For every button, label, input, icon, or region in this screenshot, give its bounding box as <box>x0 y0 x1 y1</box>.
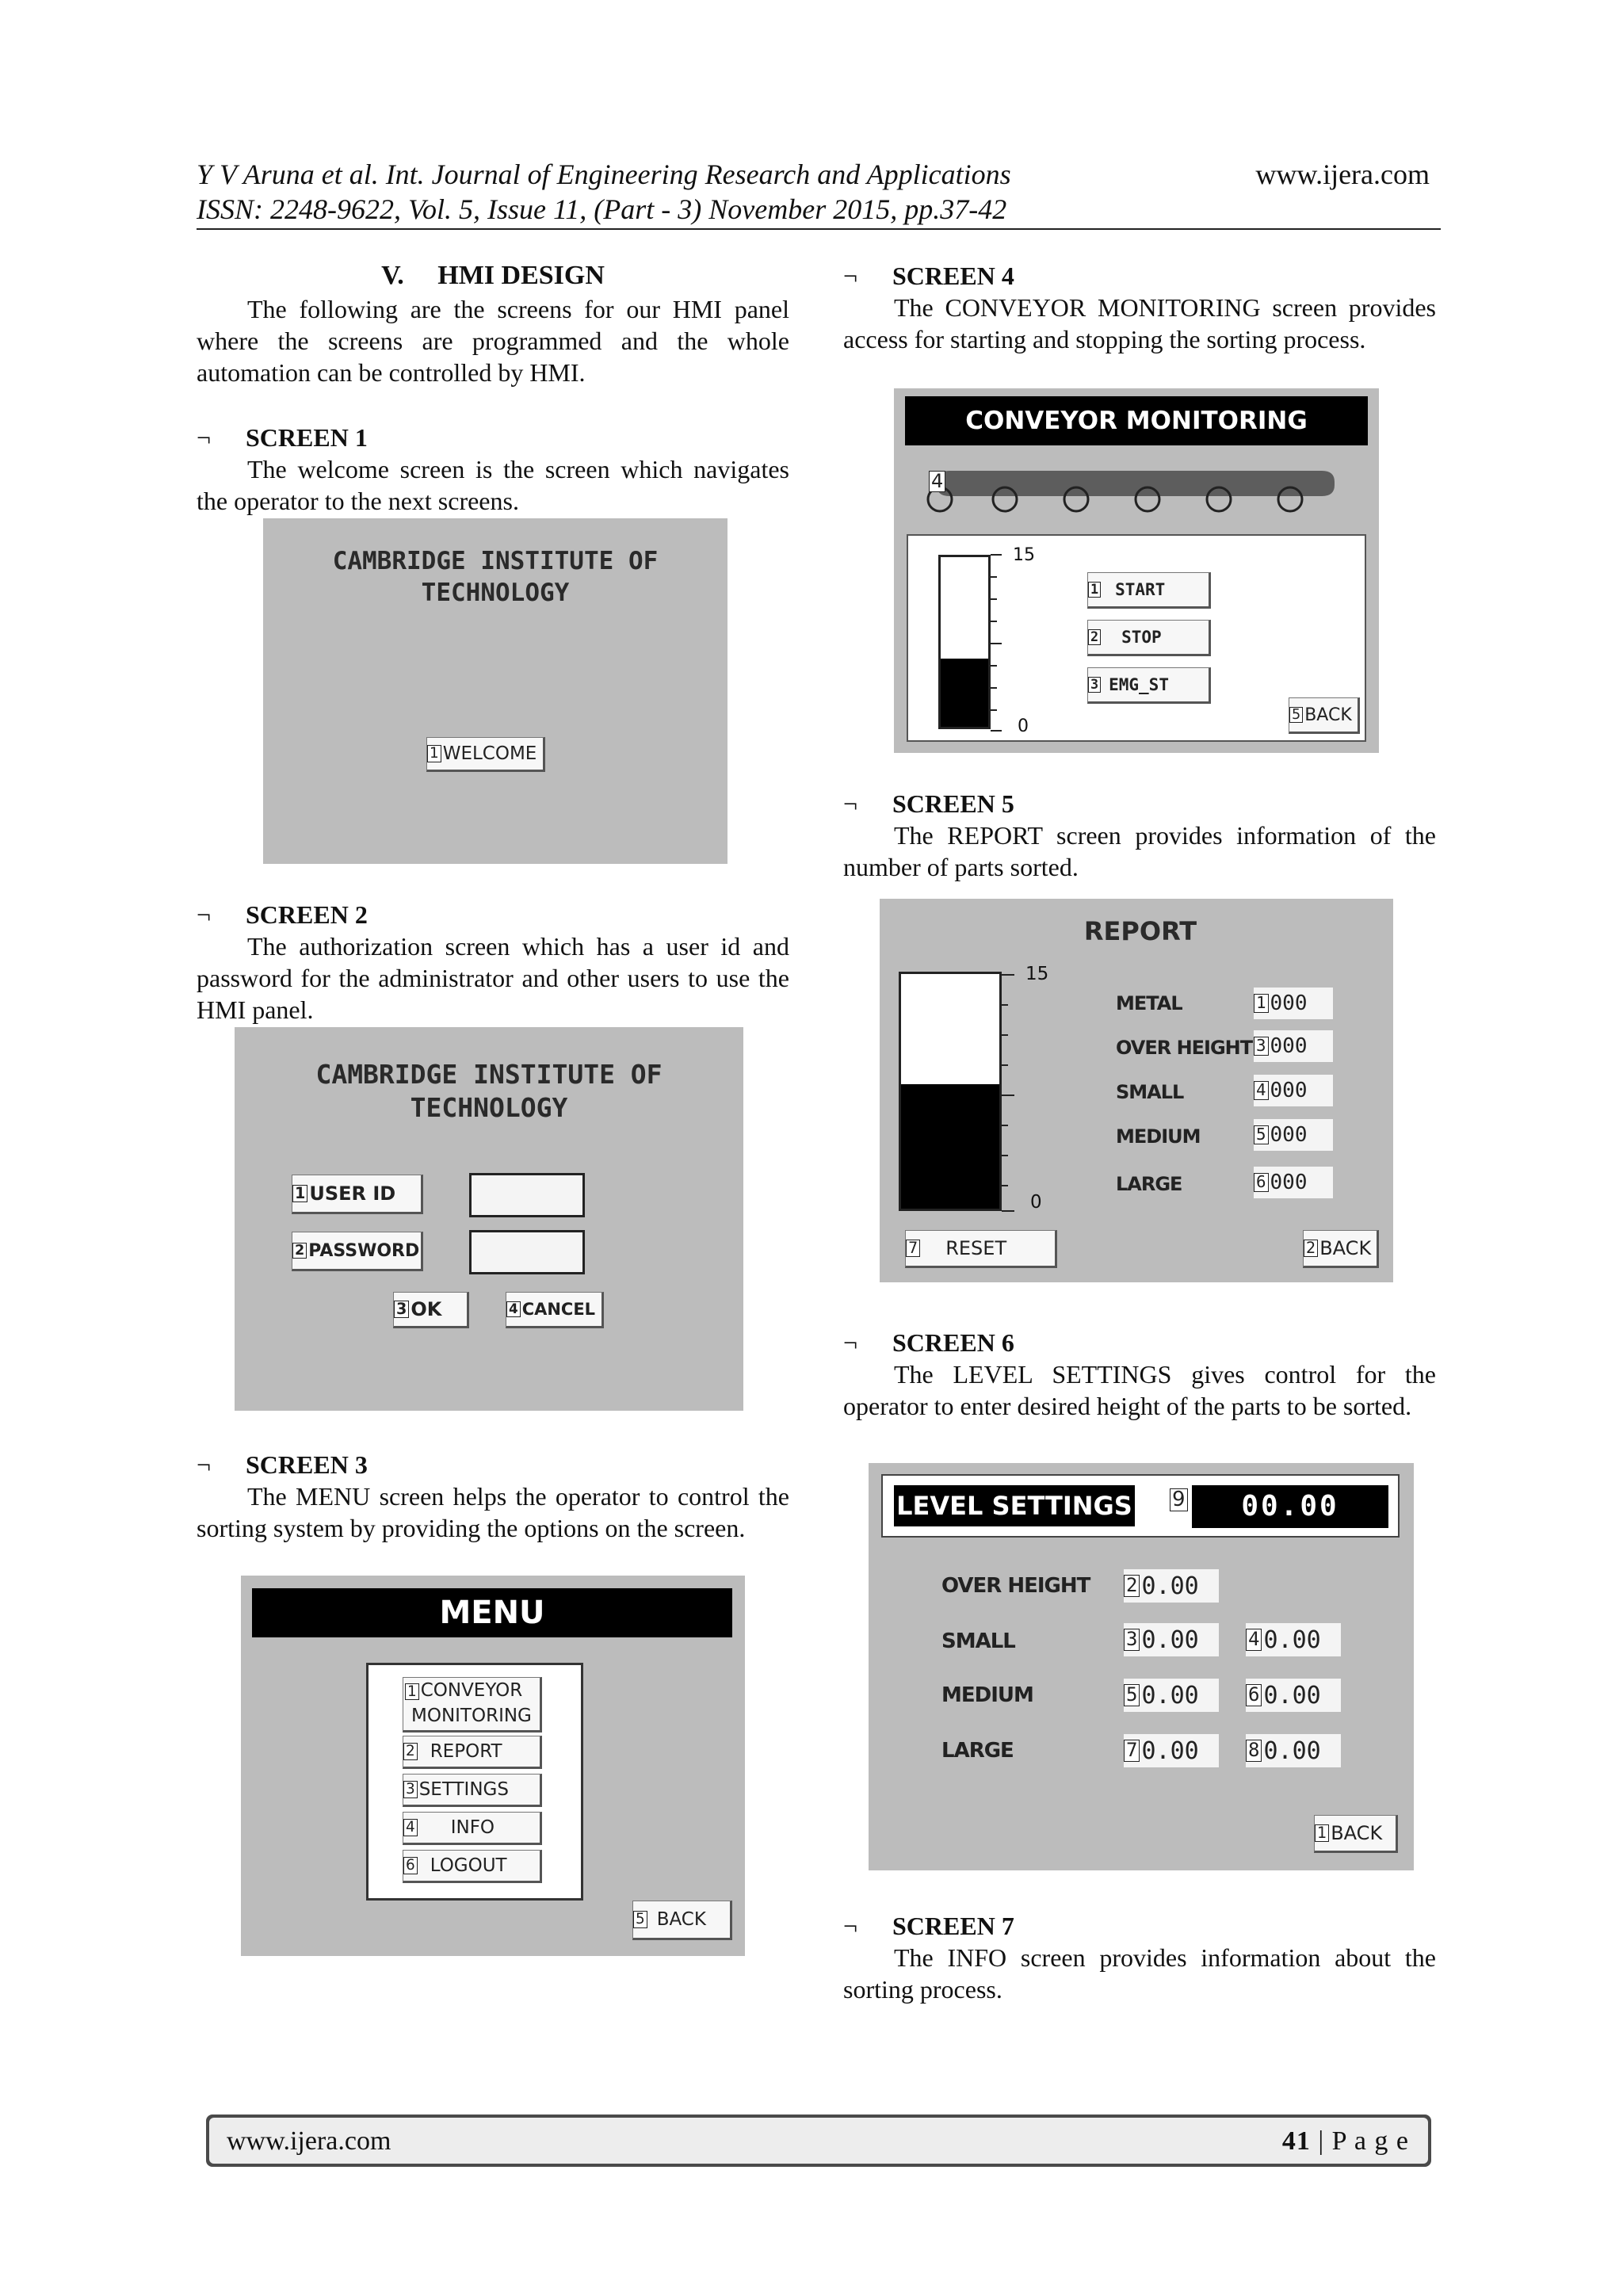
report-title: REPORT <box>1083 916 1197 946</box>
page-number: 41 <box>1281 2126 1311 2156</box>
menu-item-report[interactable] <box>403 1736 542 1769</box>
stop-label: STOP <box>1121 628 1162 647</box>
level-value: 0.00 <box>1141 1626 1199 1654</box>
screen-3-heading-label: SCREEN 3 <box>246 1450 368 1479</box>
password-label: PASSWORD <box>308 1240 420 1261</box>
password-number: 2 <box>292 1243 307 1259</box>
level-value: 0.00 <box>1141 1572 1199 1600</box>
level-value: 0.00 <box>1263 1626 1321 1654</box>
report-number: 1 <box>1254 994 1269 1013</box>
conveyor-back-button[interactable] <box>1289 697 1360 734</box>
reset-number: 7 <box>906 1240 920 1257</box>
back-label: BACK <box>656 1909 706 1930</box>
start-label: START <box>1115 580 1166 599</box>
report-count: 000 <box>1270 991 1308 1015</box>
screen-1-text: The welcome screen is the screen which navigates the operator to the next screens. <box>197 455 789 515</box>
reset-button[interactable] <box>905 1230 1057 1268</box>
level-number: 4 <box>1246 1629 1262 1650</box>
welcome-title-line1: CAMBRIDGE INSTITUTE OF <box>332 547 659 575</box>
running-header-issn: ISSN: 2248-9622, Vol. 5, Issue 11, (Part - 3) November 2015, pp.37-42 <box>197 193 1007 225</box>
cancel-label: CANCEL <box>521 1300 596 1319</box>
password-button[interactable] <box>292 1232 423 1271</box>
conveyor-gauge-ticks <box>991 552 1010 734</box>
screen-6-heading-label: SCREEN 6 <box>892 1328 1014 1357</box>
level-value: 0.00 <box>1141 1736 1199 1765</box>
level-main-number: 9 <box>1170 1488 1188 1511</box>
report-number: 4 <box>1254 1081 1269 1100</box>
menu-screen-panel <box>241 1576 745 1956</box>
level-main-value[interactable]: 00.00 <box>1192 1485 1388 1528</box>
screen-7-text: The INFO screen provides information about the sorting process. <box>843 1943 1436 2004</box>
level-settings-title: LEVEL SETTINGS <box>894 1485 1135 1526</box>
report-number: 5 <box>1254 1125 1269 1144</box>
screen-2-heading-label: SCREEN 2 <box>246 900 368 929</box>
screen-6-text: The LEVEL SETTINGS gives control for the operator to enter desired height of the parts to be sorted. <box>843 1360 1436 1420</box>
menu-item-number: 4 <box>403 1819 418 1836</box>
bullet-symbol: ¬ <box>197 1450 212 1479</box>
screen-2-text: The authorization screen which has a user id and password for the administrator and other users to use the HMI panel. <box>197 932 789 1024</box>
screen-4-heading <box>843 260 1436 292</box>
screen-6-heading <box>843 1327 1436 1358</box>
conveyor-gauge-fill <box>941 659 988 727</box>
page-suffix: | P a g e <box>1310 2126 1409 2156</box>
bullet-symbol: ¬ <box>197 423 212 452</box>
report-count: 000 <box>1270 1123 1308 1147</box>
menu-item-label: LOGOUT <box>430 1855 507 1876</box>
report-gauge-fill <box>901 1084 999 1209</box>
back-label: BACK <box>1331 1822 1383 1844</box>
user-id-label: USER ID <box>309 1182 396 1205</box>
intro-paragraph: The following are the screens for our HMI panel where the screens are programmed and the whole automation can be controlled by HMI. <box>197 295 789 387</box>
conveyor-gauge-min: 0 <box>1018 716 1029 736</box>
header-url[interactable]: www.ijera.com <box>1255 159 1430 190</box>
running-header-citation: Y V Aruna et al. Int. Journal of Engineering Research and Applications <box>197 159 1011 190</box>
welcome-screen-panel <box>263 518 727 864</box>
level-label-large: LARGE <box>941 1739 1014 1763</box>
report-gauge-max: 15 <box>1025 964 1049 984</box>
level-number: 6 <box>1246 1684 1262 1706</box>
bullet-symbol: ¬ <box>843 1328 858 1357</box>
level-value-medium-b[interactable] <box>1246 1679 1341 1712</box>
emergency-stop-button[interactable] <box>1087 667 1211 704</box>
screen-3-heading <box>197 1449 789 1480</box>
section-number: V. <box>381 261 404 290</box>
report-value-over-height <box>1254 1030 1333 1062</box>
cancel-button[interactable] <box>506 1292 604 1328</box>
reset-label: RESET <box>945 1237 1007 1259</box>
report-label-over-height: OVER HEIGHT <box>1116 1037 1253 1059</box>
report-gauge-min: 0 <box>1030 1192 1042 1213</box>
conveyor-number: 4 <box>929 471 945 492</box>
level-label-medium: MEDIUM <box>941 1683 1033 1707</box>
level-value: 0.00 <box>1263 1736 1321 1765</box>
footer-inner <box>209 2118 1428 2164</box>
conveyor-screen-panel <box>894 388 1379 753</box>
login-title-line1: CAMBRIDGE INSTITUTE OF <box>315 1059 663 1090</box>
bullet-symbol: ¬ <box>197 900 212 929</box>
screen-7-heading <box>843 1910 1436 1942</box>
level-value-large-a[interactable] <box>1124 1734 1219 1767</box>
report-number: 6 <box>1254 1173 1269 1192</box>
screen-1-heading-label: SCREEN 1 <box>246 423 368 452</box>
back-number: 5 <box>633 1911 647 1927</box>
menu-item-label: REPORT <box>430 1741 502 1762</box>
report-screen-panel <box>880 899 1393 1282</box>
menu-item-number: 1 <box>405 1683 419 1700</box>
bullet-symbol: ¬ <box>843 789 858 818</box>
menu-item-label-line2: MONITORING <box>411 1706 532 1726</box>
screen-3-text: The MENU screen helps the operator to control the sorting system by providing the options on the screen. <box>197 1482 789 1542</box>
report-value-medium <box>1254 1119 1333 1151</box>
footer-url[interactable]: www.ijera.com <box>227 2126 391 2156</box>
stop-button[interactable] <box>1087 620 1211 656</box>
level-value-small-b[interactable] <box>1246 1623 1341 1656</box>
level-number: 2 <box>1124 1575 1140 1596</box>
user-id-number: 1 <box>292 1185 307 1202</box>
report-count: 000 <box>1270 1171 1308 1194</box>
level-number: 8 <box>1246 1740 1262 1761</box>
login-title-line2: TECHNOLOGY <box>410 1092 568 1123</box>
menu-item-conveyor-monitoring[interactable] <box>403 1677 542 1733</box>
report-label-medium: MEDIUM <box>1116 1125 1201 1148</box>
menu-item-number: 3 <box>403 1781 418 1797</box>
conveyor-level-gauge <box>938 555 991 729</box>
back-number: 2 <box>1304 1240 1318 1257</box>
level-settings-panel <box>869 1463 1414 1870</box>
report-number: 3 <box>1254 1037 1269 1056</box>
bullet-symbol: ¬ <box>843 1912 858 1940</box>
stop-number: 2 <box>1088 629 1101 645</box>
report-label-small: SMALL <box>1116 1081 1184 1103</box>
menu-item-label: CONVEYOR <box>420 1680 523 1701</box>
level-value-medium-a[interactable] <box>1124 1679 1219 1712</box>
header-divider <box>197 228 1441 230</box>
welcome-title-line2: TECHNOLOGY <box>421 579 570 607</box>
report-gauge-ticks <box>1002 972 1021 1214</box>
menu-item-settings[interactable] <box>403 1774 542 1807</box>
report-count: 000 <box>1270 1079 1308 1102</box>
level-value: 0.00 <box>1141 1681 1199 1710</box>
screen-4-text: The CONVEYOR MONITORING screen provides access for starting and stopping the sorting process. <box>843 293 1436 353</box>
report-value-metal <box>1254 988 1333 1019</box>
screen-7-heading-label: SCREEN 7 <box>892 1912 1014 1940</box>
welcome-button[interactable] <box>426 737 545 772</box>
level-label-over-height: OVER HEIGHT <box>941 1574 1090 1598</box>
level-number: 7 <box>1124 1740 1140 1761</box>
level-number: 5 <box>1124 1684 1140 1706</box>
screen-5-text: The REPORT screen provides information of the number of parts sorted. <box>843 821 1436 881</box>
level-value: 0.00 <box>1263 1681 1321 1710</box>
login-screen-panel <box>235 1027 743 1411</box>
welcome-button-label: WELCOME <box>442 743 537 764</box>
conveyor-gauge-max: 15 <box>1013 545 1035 565</box>
report-label-metal: METAL <box>1116 992 1182 1014</box>
menu-item-logout[interactable] <box>403 1850 542 1883</box>
report-value-large <box>1254 1167 1333 1198</box>
ok-button[interactable] <box>393 1292 469 1328</box>
report-level-gauge <box>899 972 1002 1211</box>
report-back-button[interactable] <box>1303 1230 1379 1268</box>
screen-5-heading <box>843 788 1436 819</box>
welcome-button-number: 1 <box>427 745 441 762</box>
menu-title: MENU <box>252 1588 732 1637</box>
ok-number: 3 <box>394 1301 409 1318</box>
screen-2-heading <box>197 899 789 930</box>
menu-item-label: INFO <box>450 1817 495 1838</box>
screen-1-heading <box>197 422 789 453</box>
level-value-small-a[interactable] <box>1124 1623 1219 1656</box>
conveyor-belt-graphic <box>926 468 1338 518</box>
report-value-small <box>1254 1075 1333 1106</box>
user-id-field[interactable] <box>469 1173 585 1217</box>
menu-item-number: 2 <box>403 1743 418 1759</box>
footer-page-number <box>1282 2124 1409 2159</box>
report-label-large: LARGE <box>1116 1173 1182 1195</box>
back-number: 5 <box>1289 707 1303 723</box>
menu-item-number: 6 <box>403 1857 418 1874</box>
screen-4-heading-label: SCREEN 4 <box>892 262 1014 290</box>
menu-item-label: SETTINGS <box>418 1779 509 1800</box>
conveyor-title: CONVEYOR MONITORING <box>905 396 1368 445</box>
ok-label: OK <box>411 1298 442 1320</box>
level-label-small: SMALL <box>941 1629 1015 1653</box>
password-field[interactable] <box>469 1230 585 1274</box>
menu-item-info[interactable] <box>403 1812 542 1845</box>
screen-5-heading-label: SCREEN 5 <box>892 789 1014 818</box>
emergency-stop-number: 3 <box>1088 677 1101 693</box>
level-value-over-height[interactable] <box>1124 1569 1219 1603</box>
level-value-large-b[interactable] <box>1246 1734 1341 1767</box>
back-number: 1 <box>1315 1824 1329 1842</box>
bullet-symbol: ¬ <box>843 262 858 290</box>
emergency-stop-label: EMG_ST <box>1109 675 1169 694</box>
user-id-button[interactable] <box>292 1175 423 1214</box>
start-number: 1 <box>1088 582 1101 598</box>
back-label: BACK <box>1319 1237 1372 1259</box>
level-number: 3 <box>1124 1629 1140 1650</box>
back-label: BACK <box>1304 705 1352 725</box>
menu-back-button[interactable] <box>632 1901 732 1940</box>
section-heading <box>197 260 789 292</box>
start-button[interactable] <box>1087 572 1211 609</box>
cancel-number: 4 <box>506 1301 521 1317</box>
section-title: HMI DESIGN <box>437 261 605 290</box>
report-count: 000 <box>1270 1034 1308 1058</box>
level-back-button[interactable] <box>1314 1815 1398 1853</box>
